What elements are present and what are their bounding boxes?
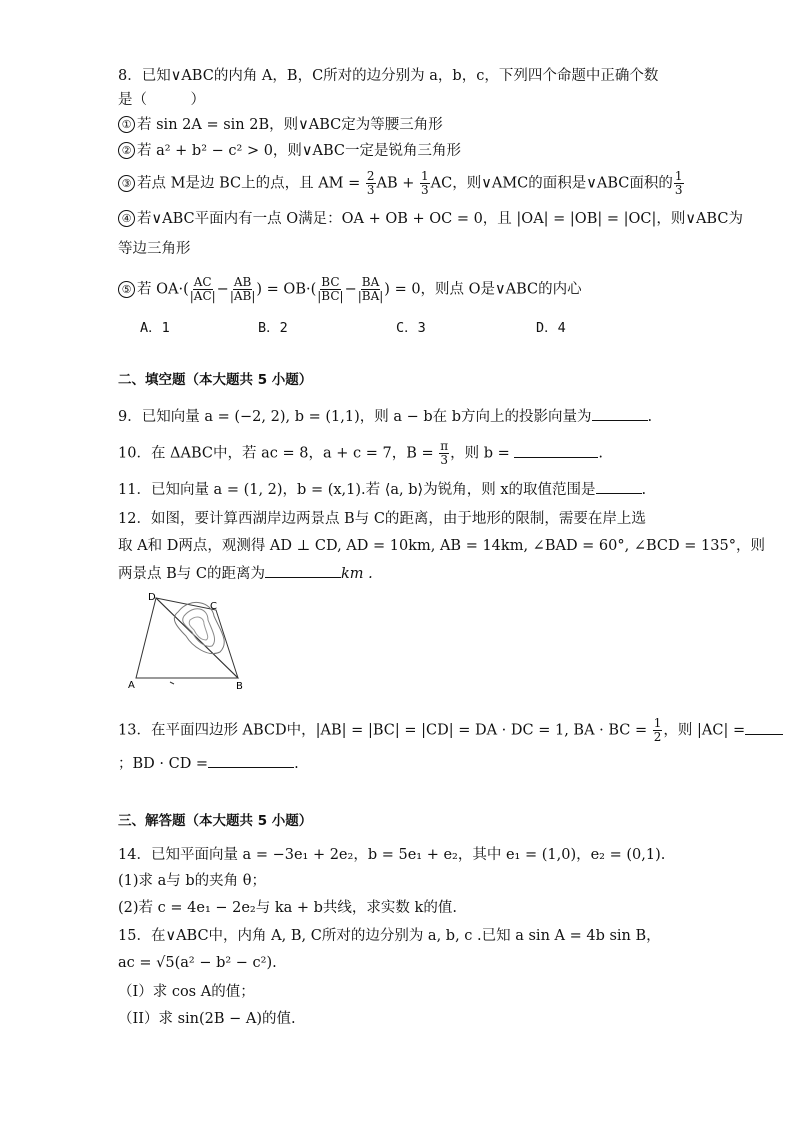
choice-c[interactable]: C．3 bbox=[396, 320, 426, 336]
q14-part-2: (2)若 c = 4e₁ − 2e₂与 ka + b共线，求实数 k的值. bbox=[118, 900, 457, 916]
circled-number-2: ② bbox=[118, 142, 135, 159]
q13-end: . bbox=[294, 756, 299, 772]
fraction-one-half bbox=[653, 717, 663, 744]
q13-answer-blank-2[interactable] bbox=[208, 753, 294, 768]
fraction-numerator: 2 bbox=[366, 169, 375, 183]
fraction-denominator: |AC| bbox=[189, 289, 216, 303]
q12-line3 bbox=[118, 563, 678, 584]
choice-d[interactable]: D．4 bbox=[536, 320, 566, 336]
q8-p5-text-b: ) = OB·( bbox=[256, 281, 317, 298]
q12-line1: 12．如图，要计算西湖岸边两景点 B与 C的距离，由于地形的限制，需要在岸上选 bbox=[118, 511, 646, 527]
q8-p5-text-a: 若 OA·( bbox=[137, 281, 189, 298]
q14-stem: 14．已知平面向量 a = −3e₁ + 2e₂，b = 5e₁ + e₂，其中 e₁ = (1,0)，e₂ = (0,1). bbox=[118, 847, 666, 863]
fraction-numerator: 1 bbox=[674, 169, 683, 183]
q8-proposition-2-text: 若 a² + b² − c² > 0，则∨ABC一定是锐角三角形 bbox=[137, 143, 462, 159]
q9-text: 9．已知向量 a = (−2, 2), b = (1,1)，则 a − b在 b方向上的投影向量为 bbox=[118, 409, 592, 425]
q13-line1 bbox=[118, 716, 746, 744]
fraction-denominator: 3 bbox=[674, 183, 683, 197]
q12-line2: 取 A和 D两点，观测得 AD ⊥ CD, AD = 10km, AB = 14km, ∠BAD = 60°, ∠BCD = 135°，则 bbox=[118, 538, 765, 554]
q14-part-1: (1)求 a与 b的夹角 θ； bbox=[118, 873, 267, 889]
unit-vector-ba bbox=[358, 276, 384, 303]
fraction-denominator: 3 bbox=[421, 183, 429, 197]
label-b: B bbox=[236, 681, 243, 690]
fraction-numerator: AC bbox=[193, 275, 212, 289]
q10-text-a: 10．在 ΔABC中，若 ac = 8，a + c = 7，B = bbox=[118, 445, 439, 462]
fraction-denominator: |BA| bbox=[357, 289, 384, 303]
q12-answer-blank[interactable] bbox=[265, 563, 341, 578]
section-fill-in-heading: 二、填空题（本大题共 5 小题） bbox=[118, 372, 313, 388]
fraction-pi-over-3 bbox=[439, 440, 449, 467]
q8-stem-line2: 是（ ） bbox=[118, 92, 205, 108]
lake-diagram bbox=[120, 590, 260, 690]
diagonal-db bbox=[156, 598, 238, 678]
q9 bbox=[118, 406, 678, 427]
q10-answer-blank[interactable] bbox=[514, 443, 598, 458]
choice-b[interactable]: B．2 bbox=[258, 320, 288, 336]
q9-end: . bbox=[647, 409, 653, 425]
q8-p4-text-a: 若∨ABC平面内有一点 O满足：OA + OB + OC = 0，且 |OA| = |OB| = |OC|，则∨ABC为 bbox=[137, 211, 743, 227]
q8-proposition-4 bbox=[118, 209, 743, 229]
label-a: A bbox=[128, 680, 135, 690]
fraction-numerator: 1 bbox=[421, 169, 429, 183]
q15-part-2: （II）求 sin(2B − A)的值. bbox=[118, 1011, 296, 1027]
lake-contour-inner bbox=[189, 617, 207, 640]
fraction-numerator: π bbox=[440, 439, 449, 453]
label-c: C bbox=[210, 601, 217, 612]
fraction-numerator: 1 bbox=[653, 716, 662, 730]
q12-unit: km . bbox=[340, 566, 373, 582]
fraction-numerator: BA bbox=[361, 275, 380, 289]
q11-text: 11．已知向量 a = (1, 2)，b = (x,1).若 ⟨a, b⟩为锐角，则 x的取值范围是 bbox=[118, 482, 596, 498]
circled-number-5: ⑤ bbox=[118, 281, 135, 298]
q8-p4-text-b: 等边三角形 bbox=[118, 241, 191, 257]
minus-sign: − bbox=[216, 281, 229, 298]
q12-figure bbox=[120, 590, 260, 690]
q15-line2: ac = √5(a² − b² − c²). bbox=[118, 955, 277, 971]
q8-p5-text-c: ) = 0，则点 O是∨ABC的内心 bbox=[384, 281, 582, 298]
label-d: D bbox=[148, 592, 156, 603]
fraction-denominator: 3 bbox=[440, 453, 449, 467]
q13-text-c: ；BD · CD = bbox=[118, 756, 209, 772]
unit-vector-ac bbox=[190, 276, 216, 303]
choice-a[interactable]: A．1 bbox=[140, 320, 170, 336]
q8-p3-text-a: 若点 M是边 BC上的点，且 AM = bbox=[137, 175, 365, 192]
fraction-denominator: |AB| bbox=[229, 289, 256, 303]
q15-line1: 15．在∨ABC中，内角 A, B, C所对的边分别为 a, b, c .已知 a sin A = 4b sin B， bbox=[118, 928, 661, 944]
q8-proposition-5 bbox=[118, 276, 678, 303]
q11-answer-blank[interactable] bbox=[596, 479, 642, 494]
q8-proposition-3 bbox=[118, 169, 683, 197]
q10-end: . bbox=[598, 445, 604, 462]
q8-stem-line1: 8．已知∨ABC的内角 A，B，C所对的边分别为 a，b，c，下列四个命题中正确个数 bbox=[118, 68, 659, 84]
fraction-denominator: 2 bbox=[653, 730, 662, 744]
q10 bbox=[118, 440, 678, 467]
q10-text-b: ，则 b = bbox=[450, 445, 515, 462]
circled-number-4: ④ bbox=[118, 210, 135, 227]
q9-answer-blank[interactable] bbox=[592, 406, 648, 421]
unit-vector-bc bbox=[317, 276, 343, 303]
circled-number-1: ① bbox=[118, 116, 135, 133]
fraction-numerator: BC bbox=[321, 275, 340, 289]
q13-text-a: 13．在平面四边形 ABCD中，|AB| = |BC| = |CD| = DA · DC = 1, BA · BC = bbox=[118, 722, 652, 739]
unit-vector-ab bbox=[230, 276, 256, 303]
fraction-numerator: AB bbox=[233, 275, 252, 289]
fraction-two-thirds bbox=[366, 170, 376, 197]
circled-number-3: ③ bbox=[118, 175, 135, 192]
fraction-denominator: 3 bbox=[366, 183, 375, 197]
fraction-denominator: |BC| bbox=[317, 289, 344, 303]
q8-proposition-1 bbox=[118, 115, 678, 135]
q11 bbox=[118, 479, 678, 500]
q8-proposition-1-text: 若 sin 2A = sin 2B，则∨ABC定为等腰三角形 bbox=[137, 117, 443, 133]
fraction-one-third bbox=[420, 170, 430, 197]
q13-answer-blank-1[interactable] bbox=[745, 720, 783, 735]
q12-text-a: 两景点 B与 C的距离为 bbox=[118, 566, 265, 582]
q8-p3-text-c: AC，则∨AMC的面积是∨ABC面积的 bbox=[430, 175, 673, 192]
q8-p3-text-b: AB + bbox=[376, 175, 420, 192]
q8-proposition-2 bbox=[118, 141, 678, 161]
q13-line2 bbox=[118, 753, 678, 774]
lake-contour-middle bbox=[183, 609, 215, 647]
tick-mark bbox=[170, 682, 174, 684]
fraction-area-ratio bbox=[674, 170, 684, 197]
q15-part-1: （I）求 cos A的值； bbox=[118, 984, 255, 1000]
q13-text-b: ，则 |AC| = bbox=[663, 722, 746, 739]
minus-sign: − bbox=[344, 281, 357, 298]
q11-end: . bbox=[641, 482, 647, 498]
section-solutions-heading: 三、解答题（本大题共 5 小题） bbox=[118, 813, 313, 829]
